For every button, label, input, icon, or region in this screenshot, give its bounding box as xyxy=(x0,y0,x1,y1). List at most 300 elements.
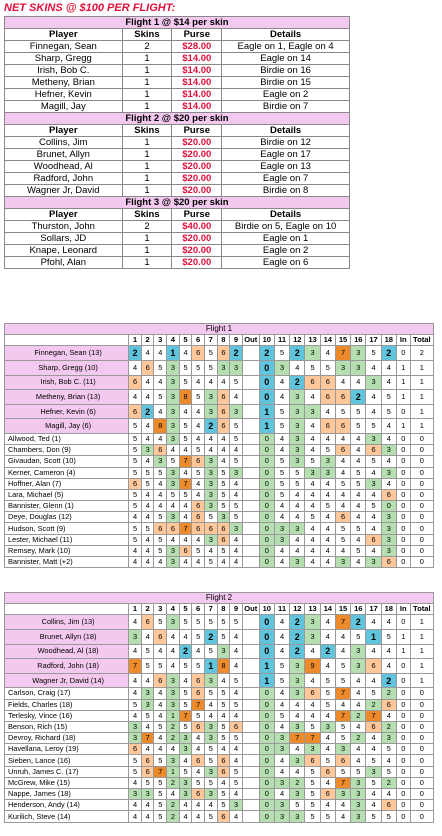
hole-score: 2 xyxy=(204,419,217,434)
hole-score: 6 xyxy=(366,445,381,456)
hole-score: 4 xyxy=(335,811,350,822)
hole-score: 4 xyxy=(274,501,289,512)
hole-number: Total xyxy=(410,604,433,615)
hole-score: 0 xyxy=(259,699,274,710)
purse-amount: $14.00 xyxy=(172,65,222,77)
hole-number: In xyxy=(396,604,410,615)
hole-score: 1 xyxy=(167,766,180,777)
hole-score: 4 xyxy=(320,659,335,674)
hole-number: 15 xyxy=(335,335,350,346)
hole-score: 4 xyxy=(217,777,230,788)
hole-score: 4 xyxy=(192,733,205,744)
flight-title: Flight 3 @ $20 per skin xyxy=(5,197,350,209)
player-name: Irish, Bob C. (11) xyxy=(5,375,129,390)
hole-score: 3 xyxy=(366,433,381,444)
hole-score: 4 xyxy=(366,404,381,419)
column-header: Purse xyxy=(172,125,222,137)
hole-score: 5 xyxy=(192,467,205,478)
hole-score: 7 xyxy=(154,766,167,777)
hole-score: 4 xyxy=(305,644,320,659)
hole-score: 5 xyxy=(230,419,243,434)
hole-score: 6 xyxy=(217,766,230,777)
hole-score: 6 xyxy=(192,523,205,534)
hole-score: 3 xyxy=(274,777,289,788)
hole-score: 5 xyxy=(335,478,350,489)
hole-number: 10 xyxy=(259,604,274,615)
total-skins: 0 xyxy=(410,467,433,478)
hole-score: 4 xyxy=(274,721,289,732)
purse-amount: $14.00 xyxy=(172,77,222,89)
in-skins: 1 xyxy=(396,390,410,405)
hole-number: 18 xyxy=(381,335,396,346)
hole-score: 5 xyxy=(179,419,192,434)
hole-score: 4 xyxy=(320,744,335,755)
hole-score: 5 xyxy=(154,534,167,545)
hole-score: 5 xyxy=(290,467,305,478)
hole-score: 1 xyxy=(167,710,180,721)
hole-score: 2 xyxy=(381,721,396,732)
hole-score: 5 xyxy=(204,811,217,822)
hole-score: 3 xyxy=(204,789,217,800)
player-name: Finnegan, Sean xyxy=(5,41,123,53)
skin-details: Eagle on 1 xyxy=(222,233,350,245)
hole-score: 0 xyxy=(259,360,274,375)
hole-score xyxy=(242,733,259,744)
hole-score: 2 xyxy=(381,688,396,699)
hole-score: 5 xyxy=(305,456,320,467)
hole-score: 3 xyxy=(335,360,350,375)
hole-score: 7 xyxy=(335,777,350,788)
player-name: Lara, Michael (5) xyxy=(5,489,129,500)
hole-score: 5 xyxy=(351,467,366,478)
hole-score: 4 xyxy=(179,800,192,811)
hole-score: 3 xyxy=(167,433,180,444)
hole-score: 2 xyxy=(290,375,305,390)
hole-score xyxy=(242,375,259,390)
total-skins: 1 xyxy=(410,390,433,405)
hole-score: 3 xyxy=(204,478,217,489)
winner-row xyxy=(5,41,350,53)
hole-score: 4 xyxy=(141,800,154,811)
hole-score: 3 xyxy=(274,534,289,545)
hole-score: 7 xyxy=(335,615,350,630)
hole-score: 4 xyxy=(290,360,305,375)
hole-score: 7 xyxy=(335,688,350,699)
hole-score: 3 xyxy=(141,699,154,710)
hole-score: 3 xyxy=(351,659,366,674)
purse-amount: $20.00 xyxy=(172,173,222,185)
hole-score: 4 xyxy=(179,755,192,766)
hole-score: 5 xyxy=(167,489,180,500)
hole-score: 4 xyxy=(230,489,243,500)
in-skins: 1 xyxy=(396,360,410,375)
hole-score: 4 xyxy=(320,512,335,523)
hole-header-row xyxy=(5,335,434,346)
hole-score: 4 xyxy=(141,501,154,512)
hole-score: 4 xyxy=(230,789,243,800)
total-skins: 0 xyxy=(410,800,433,811)
player-row xyxy=(5,615,434,630)
hole-score: 0 xyxy=(259,512,274,523)
total-skins: 0 xyxy=(410,534,433,545)
hole-score: 0 xyxy=(259,534,274,545)
hole-score: 4 xyxy=(192,644,205,659)
hole-score: 4 xyxy=(381,375,396,390)
hole-score: 0 xyxy=(259,489,274,500)
hole-score: 4 xyxy=(141,390,154,405)
hole-score: 4 xyxy=(320,433,335,444)
hole-score: 0 xyxy=(259,733,274,744)
hole-score: 3 xyxy=(230,800,243,811)
total-skins: 0 xyxy=(410,789,433,800)
hole-score: 0 xyxy=(259,721,274,732)
player-row xyxy=(5,800,434,811)
hole-score: 0 xyxy=(259,375,274,390)
hole-score: 5 xyxy=(320,445,335,456)
hole-score xyxy=(242,534,259,545)
hole-score: 7 xyxy=(192,699,205,710)
in-skins: 0 xyxy=(396,545,410,556)
purse-amount: $40.00 xyxy=(172,221,222,233)
hole-score xyxy=(242,501,259,512)
hole-score: 5 xyxy=(179,433,192,444)
winner-row xyxy=(5,89,350,101)
hole-score: 4 xyxy=(154,375,167,390)
in-skins: 0 xyxy=(396,615,410,630)
hole-number: 11 xyxy=(274,335,289,346)
hole-score: 4 xyxy=(335,375,350,390)
hole-number: 9 xyxy=(230,335,243,346)
player-name: Kurilich, Steve (14) xyxy=(5,811,129,822)
player-row xyxy=(5,710,434,721)
hole-score: 4 xyxy=(141,346,154,361)
hole-score: 0 xyxy=(259,478,274,489)
hole-score: 3 xyxy=(179,789,192,800)
hole-score xyxy=(242,512,259,523)
hole-score: 4 xyxy=(141,456,154,467)
hole-score: 4 xyxy=(305,478,320,489)
winner-row xyxy=(5,185,350,197)
hole-score: 4 xyxy=(204,445,217,456)
hole-score: 3 xyxy=(290,433,305,444)
hole-score: 2 xyxy=(351,390,366,405)
hole-score: 4 xyxy=(366,467,381,478)
hole-score: 3 xyxy=(167,375,180,390)
total-skins: 0 xyxy=(410,545,433,556)
hole-score xyxy=(242,467,259,478)
column-header: Skins xyxy=(122,29,172,41)
winner-row xyxy=(5,53,350,65)
hole-score: 4 xyxy=(179,557,192,568)
hole-score: 5 xyxy=(217,699,230,710)
skin-details: Eagle on 2 xyxy=(222,245,350,257)
hole-score: 5 xyxy=(141,777,154,788)
hole-score: 6 xyxy=(192,688,205,699)
hole-score: 3 xyxy=(167,390,180,405)
in-skins: 0 xyxy=(396,489,410,500)
flight-title: Flight 2 xyxy=(5,593,434,604)
hole-score: 2 xyxy=(366,699,381,710)
player-name: Devroy, Richard (18) xyxy=(5,733,129,744)
hole-score: 4 xyxy=(381,755,396,766)
hole-score: 3 xyxy=(366,375,381,390)
total-skins: 0 xyxy=(410,557,433,568)
hole-score: 3 xyxy=(290,419,305,434)
hole-score: 5 xyxy=(381,390,396,405)
skins-count: 1 xyxy=(122,101,172,113)
hole-number: 3 xyxy=(154,604,167,615)
hole-score: 5 xyxy=(381,404,396,419)
hole-score: 4 xyxy=(154,699,167,710)
hole-score: 4 xyxy=(167,629,180,644)
hole-score: 5 xyxy=(366,811,381,822)
hole-score: 4 xyxy=(141,557,154,568)
winner-row xyxy=(5,221,350,233)
hole-score: 6 xyxy=(305,688,320,699)
hole-score: 4 xyxy=(230,688,243,699)
player-name: Bannister, Glenn (1) xyxy=(5,501,129,512)
hole-score: 4 xyxy=(179,629,192,644)
hole-score: 5 xyxy=(217,721,230,732)
hole-score: 5 xyxy=(217,800,230,811)
purse-amount: $20.00 xyxy=(172,233,222,245)
hole-score: 4 xyxy=(154,688,167,699)
skins-count: 1 xyxy=(122,173,172,185)
hole-score: 4 xyxy=(141,744,154,755)
hole-score: 4 xyxy=(381,433,396,444)
hole-score: 0 xyxy=(259,433,274,444)
hole-score: 6 xyxy=(335,445,350,456)
hole-score: 3 xyxy=(274,800,289,811)
hole-score: 4 xyxy=(141,811,154,822)
hole-score: 4 xyxy=(154,433,167,444)
hole-score: 4 xyxy=(366,673,381,688)
hole-score: 5 xyxy=(129,534,142,545)
hole-score: 6 xyxy=(366,721,381,732)
hole-score: 4 xyxy=(335,501,350,512)
hole-score: 0 xyxy=(259,445,274,456)
hole-score: 4 xyxy=(129,673,142,688)
hole-score: 7 xyxy=(290,733,305,744)
hole-score: 4 xyxy=(217,744,230,755)
in-skins: 0 xyxy=(396,699,410,710)
hole-score: 6 xyxy=(381,557,396,568)
hole-score: 4 xyxy=(230,390,243,405)
hole-number: 1 xyxy=(129,604,142,615)
player-name: Collins, Jim xyxy=(5,137,123,149)
hole-score: 3 xyxy=(335,557,350,568)
hole-score: 5 xyxy=(192,545,205,556)
hole-score: 0 xyxy=(259,789,274,800)
hole-number: 5 xyxy=(179,604,192,615)
hole-score: 3 xyxy=(305,467,320,478)
hole-score: 5 xyxy=(274,404,289,419)
hole-score: 5 xyxy=(335,523,350,534)
hole-score: 4 xyxy=(366,390,381,405)
hole-score: 5 xyxy=(366,688,381,699)
hole-score: 4 xyxy=(320,629,335,644)
hole-score: 6 xyxy=(381,699,396,710)
hole-score: 4 xyxy=(335,467,350,478)
hole-score: 7 xyxy=(335,710,350,721)
hole-score: 4 xyxy=(290,512,305,523)
hole-score: 4 xyxy=(141,489,154,500)
hole-score: 4 xyxy=(129,390,142,405)
hole-score: 5 xyxy=(192,390,205,405)
hole-score: 5 xyxy=(179,375,192,390)
hole-score: 4 xyxy=(305,390,320,405)
hole-score: 6 xyxy=(154,445,167,456)
skins-count: 2 xyxy=(122,221,172,233)
player-row xyxy=(5,419,434,434)
hole-score: 0 xyxy=(259,545,274,556)
hole-score: 6 xyxy=(320,375,335,390)
hole-score: 5 xyxy=(217,489,230,500)
hole-score: 4 xyxy=(305,489,320,500)
hole-score: 0 xyxy=(259,615,274,630)
player-name: Collins, Jim (13) xyxy=(5,615,129,630)
hole-score: 3 xyxy=(290,789,305,800)
hole-score: 4 xyxy=(366,512,381,523)
hole-score xyxy=(242,789,259,800)
player-row xyxy=(5,629,434,644)
hole-score: 1 xyxy=(259,673,274,688)
purse-amount: $20.00 xyxy=(172,161,222,173)
hole-score: 4 xyxy=(192,404,205,419)
hole-score: 4 xyxy=(274,755,289,766)
hole-score: 5 xyxy=(204,688,217,699)
hole-score: 4 xyxy=(274,629,289,644)
hole-score: 2 xyxy=(290,615,305,630)
hole-score: 5 xyxy=(217,733,230,744)
hole-score: 4 xyxy=(305,710,320,721)
hole-score: 4 xyxy=(154,404,167,419)
column-header: Details xyxy=(222,209,350,221)
player-name: Hoffner, Alan (7) xyxy=(5,478,129,489)
hole-score: 4 xyxy=(230,644,243,659)
hole-score: 3 xyxy=(290,721,305,732)
hole-score: 4 xyxy=(192,800,205,811)
total-skins: 1 xyxy=(410,659,433,674)
skin-details: Eagle on 6 xyxy=(222,257,350,269)
hole-score: 6 xyxy=(335,390,350,405)
hole-score: 3 xyxy=(290,811,305,822)
hole-score: 2 xyxy=(290,777,305,788)
hole-score: 5 xyxy=(351,523,366,534)
hole-score: 4 xyxy=(274,512,289,523)
hole-score: 5 xyxy=(179,721,192,732)
hole-score: 5 xyxy=(179,688,192,699)
total-skins: 2 xyxy=(410,346,433,361)
hole-score: 3 xyxy=(129,629,142,644)
hole-score: 5 xyxy=(192,360,205,375)
hole-score: 3 xyxy=(335,744,350,755)
hole-score: 4 xyxy=(230,629,243,644)
player-name: Knape, Leonard xyxy=(5,245,123,257)
hole-score: 6 xyxy=(381,800,396,811)
hole-score: 4 xyxy=(129,777,142,788)
player-name: Hudson, Scott (9) xyxy=(5,523,129,534)
hole-score: 4 xyxy=(335,489,350,500)
flight-header-row xyxy=(5,17,350,29)
hole-score: 2 xyxy=(167,777,180,788)
player-name: Radford, John (18) xyxy=(5,659,129,674)
hole-score: 5 xyxy=(154,390,167,405)
hole-score: 5 xyxy=(154,811,167,822)
hole-score: 4 xyxy=(230,744,243,755)
hole-score: 4 xyxy=(335,644,350,659)
total-skins: 0 xyxy=(410,755,433,766)
hole-score: 0 xyxy=(259,755,274,766)
page-title: NET SKINS @ $100 PER FLIGHT: xyxy=(4,2,176,14)
hole-score: 5 xyxy=(179,615,192,630)
hole-score: 4 xyxy=(320,489,335,500)
hole-score: 4 xyxy=(167,789,180,800)
hole-score: 4 xyxy=(320,733,335,744)
hole-score: 4 xyxy=(290,501,305,512)
flight-title: Flight 2 @ $20 per skin xyxy=(5,113,350,125)
hole-score: 3 xyxy=(167,557,180,568)
player-row xyxy=(5,688,434,699)
in-skins: 0 xyxy=(396,512,410,523)
hole-number: 3 xyxy=(154,335,167,346)
hole-score: 2 xyxy=(179,644,192,659)
hole-score xyxy=(242,710,259,721)
hole-score: 3 xyxy=(217,644,230,659)
hole-score: 4 xyxy=(274,644,289,659)
hole-number: 8 xyxy=(217,335,230,346)
hole-score: 0 xyxy=(259,800,274,811)
hole-score: 5 xyxy=(192,659,205,674)
hole-score: 5 xyxy=(154,721,167,732)
hole-score: 5 xyxy=(366,419,381,434)
skins-count: 1 xyxy=(122,89,172,101)
total-skins: 0 xyxy=(410,777,433,788)
hole-score xyxy=(242,445,259,456)
total-skins: 0 xyxy=(410,512,433,523)
hole-score: 4 xyxy=(381,419,396,434)
hole-score: 5 xyxy=(192,445,205,456)
hole-score: 4 xyxy=(167,445,180,456)
hole-score: 6 xyxy=(217,811,230,822)
hole-score: 4 xyxy=(381,456,396,467)
skins-count: 1 xyxy=(122,185,172,197)
hole-score: 4 xyxy=(230,445,243,456)
hole-score: 4 xyxy=(351,501,366,512)
hole-score: 4 xyxy=(335,433,350,444)
hole-score: 6 xyxy=(217,390,230,405)
hole-score: 2 xyxy=(167,733,180,744)
hole-score: 4 xyxy=(230,557,243,568)
hole-score: 3 xyxy=(167,755,180,766)
hole-score: 5 xyxy=(230,501,243,512)
hole-score: 4 xyxy=(366,545,381,556)
in-skins: 1 xyxy=(396,629,410,644)
hole-score: 3 xyxy=(305,404,320,419)
player-row xyxy=(5,755,434,766)
skin-details: Eagle on 14 xyxy=(222,53,350,65)
in-skins: 0 xyxy=(396,456,410,467)
total-skins: 0 xyxy=(410,699,433,710)
hole-score: 0 xyxy=(259,557,274,568)
player-row xyxy=(5,789,434,800)
hole-score: 4 xyxy=(204,545,217,556)
hole-score: 4 xyxy=(351,433,366,444)
winner-row xyxy=(5,77,350,89)
hole-score: 5 xyxy=(129,467,142,478)
hole-score: 2 xyxy=(259,346,274,361)
hole-score: 6 xyxy=(217,534,230,545)
